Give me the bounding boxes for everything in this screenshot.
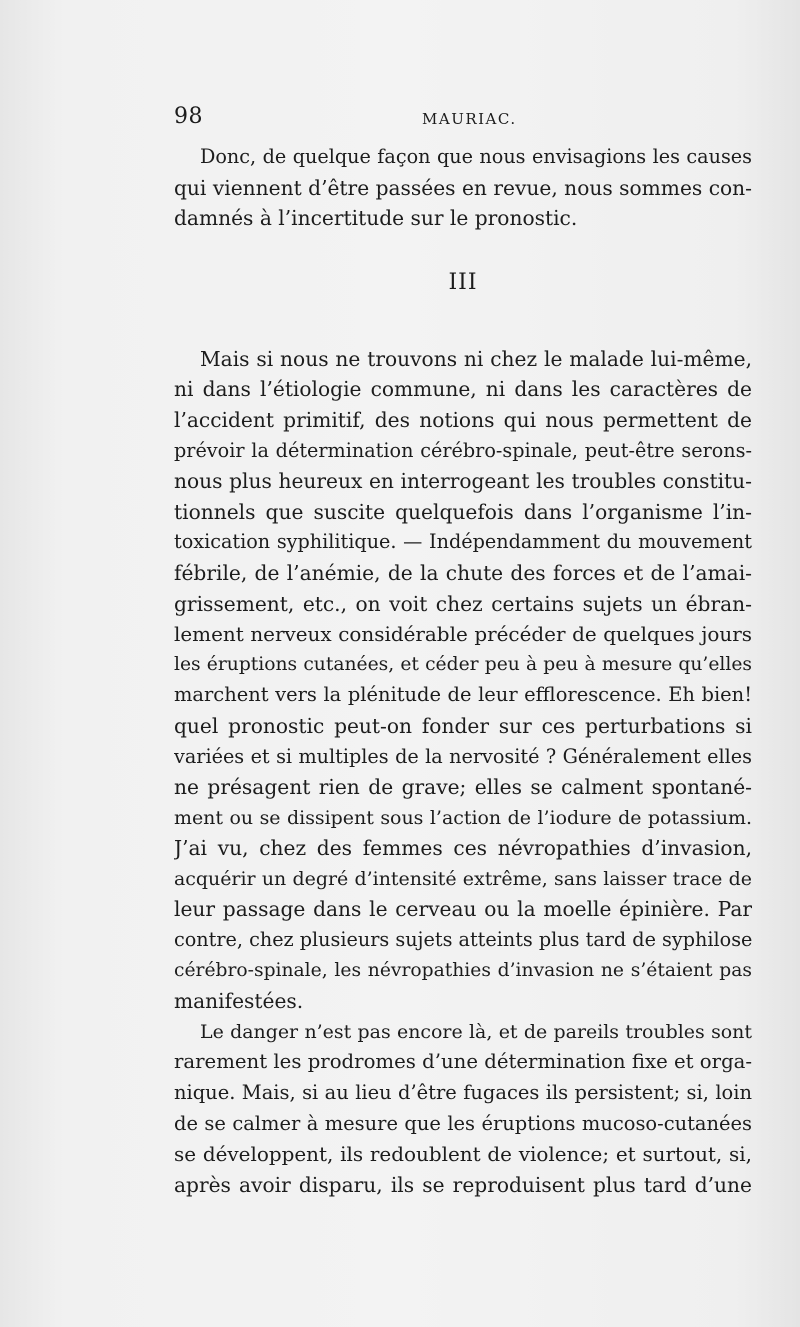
text-line: Le danger n’est pas encore là, et de pareils troubles sont [200,1020,752,1043]
text-line: les éruptions cutanées, et céder peu à peu à mesure qu’elles [174,653,752,675]
text-line: ne présagent rien de grave; elles se calment spontané- [174,775,752,800]
text-line: marchent vers la plénitude de leur efflorescence. Eh bien! [174,683,752,707]
text-line: Donc, de quelque façon que nous envisagions les causes [200,145,752,168]
text-line: de se calmer à mesure que les éruptions mucoso-cutanées [174,1111,752,1135]
text-line: quel pronostic peut-on fonder sur ces perturbations si [174,713,752,738]
text-line: rarement les prodromes d’une détermination fixe et orga- [174,1050,752,1074]
text-line: ment ou se dissipent sous l’action de l’iodure de potassium. [174,806,752,829]
text-line: l’accident primitif, des notions qui nous permettent de [174,407,752,432]
text-line: cérébro-spinale, les névropathies d’invasion ne s’étaient pas [174,959,752,981]
text-line: prévoir la détermination cérébro-spinale, peut-être serons- [174,438,752,462]
running-head: MAURIAC. [422,110,517,128]
body-text [174,142,752,1200]
text-line: qui viennent d’être passées en revue, nous sommes con- [174,175,752,200]
text-line: nous plus heureux en interrogeant les troubles constitu- [174,469,752,494]
text-line: ni dans l’étiologie commune, ni dans les caractères de [174,377,752,402]
text-line: tionnels que suscite quelquefois dans l’organisme l’in- [174,499,752,524]
page-number: 98 [174,104,203,129]
text-line: acquérir un degré d’intensité extrême, sans laisser trace de [174,867,752,890]
text-line: après avoir disparu, ils se reproduisent plus tard d’une [174,1172,752,1197]
text-line: damnés à l’incertitude sur le pronostic. [174,206,578,231]
text-line: se développent, ils redoublent de violence; et surtout, si, [174,1142,752,1167]
text-line: contre, chez plusieurs sujets atteints plus tard de syphilose [174,928,752,952]
text-line: manifestées. [174,989,304,1014]
text-line: variées et si multiples de la nervosité ? Généralement elles [174,744,752,768]
text-line: grissement, etc., on voit chez certains sujets un ébran- [174,591,752,616]
text-line: lement nerveux considérable précéder de quelques jours [174,622,752,647]
text-line: leur passage dans le cerveau ou la moelle épinière. Par [174,897,752,922]
text-line: Mais si nous ne trouvons ni chez le malade lui-même, [200,346,752,371]
text-line: fébrile, de l’anémie, de la chute des forces et de l’amai- [174,560,752,585]
section-heading: III [448,269,478,295]
text-line: toxication syphilitique. — Indépendamment du mouvement [174,530,752,554]
text-line: J’ai vu, chez des femmes ces névropathies d’invasion, [174,836,752,861]
text-line: nique. Mais, si au lieu d’être fugaces ils persistent; si, loin [174,1081,752,1105]
page-header [174,104,754,134]
